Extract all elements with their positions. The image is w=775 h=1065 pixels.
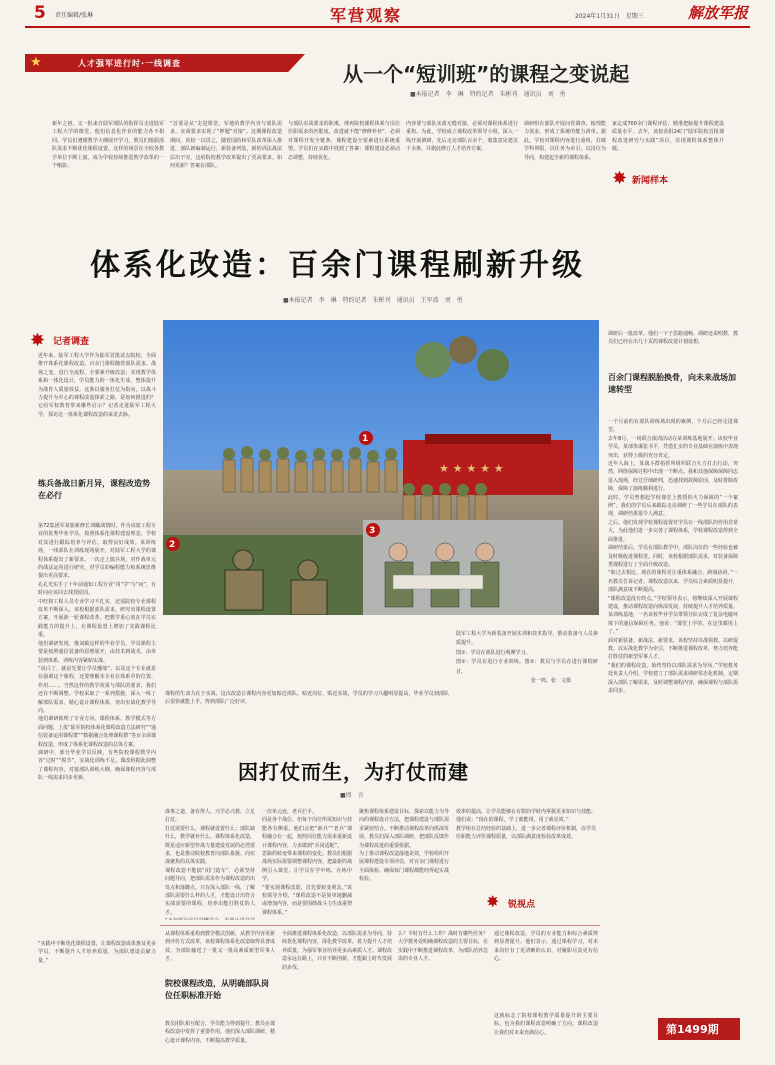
page-number: 5	[34, 3, 46, 23]
bottom-b6: “实践中不断优化课程设置，让课程改造成果惠及更多学员，不断提升人才培养质量，为部队建设贡献力量。”	[38, 941, 156, 964]
svg-text:1: 1	[362, 434, 369, 444]
article1-col7: 家定成700余门课程评估，精准把脉提升课程建设质量水平。去年，该校获批24门“陆军院校首批课程改进研究与实践”项目，实现课程体系整体升级。	[612, 121, 724, 153]
masthead-logo: 解放军报	[688, 4, 749, 22]
svg-text:★ ★ ★ ★ ★: ★ ★ ★ ★ ★	[439, 462, 504, 475]
main-photo	[163, 320, 599, 615]
jizhe-intro: 近年来，陆军工程大学作为陆军首批试点院校，全面推开体系化课程改造。百余门课程随着部队需求、战场之变，进行全流程、全要素升级改造；实现教学体系和一体化设计，学员能力的一体化生成，整体提升为战育人质量效益。这条以服务打仗为指向、以战斗力提升为中心的课程改造探索之路，是如何推进的？它给军校教育带来哪些启示？记者走进陆军工程大学，探访这一体系化课程改造的来龙去脉。	[38, 353, 156, 418]
jizhe-body4: 课程的生命力在于实战。这次改造让课程内容更加贴近部队、贴近岗位、贴近实战，学员的学习兴趣明显提高，毕业学员到部队后很快就能上手，得到部队广泛好评。	[165, 691, 449, 706]
article1-byline: ■本报记者 李 琳 特约记者 朱彬刊 通讯员 刘 勇	[410, 91, 566, 98]
right-col-top: 调研后一批改革，他们一下子思路通畅。调研还说明数，教员们已经在出几十页的课程改造计划设想。	[608, 331, 738, 346]
bottom-b1-sub: 院校课程改造，从明确部队岗位任职标准开始	[165, 979, 269, 1000]
xinwen-label: 新闻样本	[632, 176, 669, 186]
article1-col3: 与部队实战要求的距离，理再院校课程体系与岗位任职需求的匹配度。改进就不能“修修补补”，必须对课程开发全链条，课程建设全要素进行系统重塑。学员们在实践中找到了答案：课程建设必须动态调整，持续优化。	[288, 121, 400, 161]
right-col-sub: 百余门课程脱胎换骨，向未来战场加速转型	[608, 373, 736, 394]
banner-label: 人才强军进行时·一线调查	[78, 59, 182, 68]
photo-caption: 陆军工程大学为新装备开展实训和技术指导，推动装备与人员素质提升。 图①：学员在部队进行观摩学习。 图②：学员在进行专业训练。图③：教员与学员在进行课程研讨。 张一鸣、张 文摄	[456, 631, 598, 685]
jizhe-body3: 聚焦课程体系建设目标，探索以能力为导向的课程设计方法，把课程建设与部队需求紧密结合，不断推动课程改革向纵深发展。教员们深入部队调研，把部队反馈作为课程改进的重要依据。 为了推动课程改造落地见效，学校组织开展课程建设专项评估，对百余门课程进行全面体检，确保每门课程都能经得起实战检验。	[359, 809, 449, 883]
jizhe-sub1: 练兵备战日新月异，课程改造势在必行	[38, 479, 150, 500]
jizhe-body1: 第72集团军某旅新修长训瞰战情时，作为该旅工程专业的优秀毕业学员，按照体系化课程建设理念，学校对其进行跟踪培养与评估，取得良好成效。某训练场，一线部队在训练现场展开，对陆军工程大学的课程体系提出了新要求。一次走上演兵场，对作战单元的战法运用进行研究，对学员的编程能力和系统思维提出更高要求。 孔孔光实手了十年前通知工程专业“用“学”与“问”，有时问应该回去找找原因。 中旺将工程人员专业学习不扎实，还需院校专业课程改革不断深入。该校根据部队需求，研究出课程设置方案，开展新一轮课程改革，把教学重心放在学员实践能力的提升上，在课程设置上增加了实践课程比重。 他们调研发现，像刘敏这样的毕业学员，学员课程主要是按照通信装备的原理展开，由技术到战术，由单装到体系，训练内容紧贴实战。 “说白了，就是先要让学员懂战”。以及这个专业就是在强调这个课程，还要理解本专业在体系中的位置、作用……。当然这样的教学效果与部队的要求，我们还在不断调整。学校采取了一系列措施，深入一线了解部队需求，精心设计课程体系，突出实战化教学导向。 他们调研梳理了专业方向、课程体系、教学模式等方面问题，上报“陆军院校体系化课程改造方法研究”“通信装备运用课程群”“数据融合处理课程群”等百余项课程改造，形成了体系化课程改造的总体方案。 调研中，部分毕业学员反映，有些院校课程教学内容“过时”“脱节”，实战化训练不足。课改组据此调整了课程内容，对接部队训练大纲，确保课程内容与部队一线需求同步更新。	[38, 523, 156, 782]
article2-title: 体系化改造：百余门课程刷新升级	[90, 248, 585, 283]
bottom-b4: 通过课程改造，学员的专业能力和综合素质得到显著提升。他们表示，通过课程学习，对未来岗位有了更清晰的认识，对履职尽责更有信心。	[494, 931, 598, 963]
issue-date: 2024年1月31日 星期三	[575, 13, 644, 20]
bottom-rule	[160, 925, 600, 926]
xinwen-star-icon: ✸	[612, 168, 628, 189]
bottom-b1-body2: 教员团队相互配合，学员能力得到提升。教员在课程改造中发挥了重要作用，他们深入部队调研，精心设计课程内容，不断提高教学质量。	[165, 1021, 275, 1044]
bottom-b1-body: 从课程体系重构到教学模式创新，从教学内容更新到评价方式改革，该校课程体系化改造取得显著成效，为部队输送了一批又一批高素质新型军事人才。	[165, 931, 275, 963]
jizhe-star-icon: ✸	[30, 330, 46, 351]
bottom-b3: 么？平时有什么工作？战时有哪些任务？大学教务处明确课程改造的主要目标，在实践中不断推进课程改革，为部队培养急需的专业人才。	[398, 931, 488, 963]
issue-badge	[658, 1018, 740, 1040]
article2-byline: ■本报记者 李 琳 特约记者 朱彬刊 通讯员 王军波 刘 勇	[283, 297, 463, 304]
jizhe-body5: 效率的提高，让学员能够在有限的学时内掌握更多知识与技能。他们说：“现在的课程，学了就能用，用了就见效。” 教学组在总结经验的基础上，进一步完善课程评价机制，以学员任职能力评价课程质量，以部队满意度检验改革成效。	[456, 809, 596, 841]
page-header	[0, 0, 775, 28]
svg-text:2: 2	[169, 540, 176, 550]
bottom-b5: 这就标志了院校课程教学质量提升的主要目标，也为我们课程改造明确了方向。课程改造让我们对未来充满信心。	[494, 1013, 598, 1036]
article3-col: 战事之道，备在得人。兴学必兴教，立足打仗。 打仗需要什么，课程就设置什么；部队缺什么，教学就补什么。课程体系化改造，既是适应新型作战力量建设发展的必然要求，也是推动院校教育向部队靠拢、向实战聚焦的具体实践。 课程改造不能搞“闭门造车”，必须坚持问题导向，把部队需求作为课程改造的出发点和落脚点。只有深入部队一线，了解部队需要什么样的人才，才能设计出符合实战需要的课程，培养出能打胜仗的人才。	[165, 809, 255, 916]
article1-col1: 新年之初，又一批来自陆军部队的指挥员走进陆军工程大学的课堂。他们信息化作业的能力各不相同。学员们遵循教学大纲展开学习，教员们根据部队需求不断优化课程设置。这样的场景在全校各教学单位不断上演，成为学校持续推进教学改革的一个缩影。	[52, 121, 164, 170]
article3-title: 因打仗而生，为打仗而建	[238, 760, 469, 784]
photo-illustration	[163, 320, 599, 615]
ruiping-label: 锐视点	[508, 900, 536, 910]
article1-title: 从一个“短训班”的课程之变说起	[343, 62, 630, 86]
article1-col5: 调研组在部队开展问卷调查，梳理能力需求，形成了系统的能力清单。据此，学校对课程内容进行重组，打破学科界限，以任务为牵引，以岗位为导向，构建起全新的课程体系。	[524, 121, 606, 161]
jizhe-body2: 一次单元连，老兵拦手。 同是各个战位，但每个岗位所需知识与技能各有侧重。他们会把“新兵”“老兵”课程融合在一起，按照岗位能力需求重新设计课程内容，力求做到“兵岗适配”。 思路的转变带来课程的变化。教员们根据战场实际需要调整课程内容，把最新的战例引入课堂，让学员在学中练、在练中学。 “要实现课程改造，首先要转变观念。”该校领导介绍，“课程改造不是简单地删减或增加内容，而是要围绕战斗力生成重塑课程体系。”	[262, 809, 352, 916]
banner-star-icon: ★	[30, 55, 42, 70]
issue-number: 第1499期	[666, 1023, 719, 1036]
ruiping-star-icon: ✸	[486, 892, 500, 911]
section-title: 军营观察	[330, 6, 403, 25]
right-col-body: 一个月前的在部队训练场出现的案例，个月后已经走进课堂。 去年8月，一场联合演训活动在某训练基地展开。该校毕业学员，某部参谋张书平，凭借扎实的专业基础在演练中表现突出，获得上级的充分肯定。 近年入海上，某战斗群指挥所组织联合火力打击行动，突然，网络保障过程中出现一个断点。我和其他保障保障同志进入现场，经过仔细研判，迅速找到故障原因，及时排除故障，保障了演练顺利进行。 此时，学员曾想起学校课堂上教授的火力保障的“一个案例”，我们的学员后来跟踪走访调研了一些学员在部队的表现，调研结果很令人满意。 之后，他们发现学校课程设置对学员在一线部队的作用非常大，为此他们进一步完善了课程体系，学校课程改造得到全面推进。 调研结果后，学员在部队教学中，部队岗位的一些经验也被及时吸收进课程里。同时，该校根据部队需求，对装备保障类课程进行了全面升级改造。 “和过去相比，现在的课程更注重体系融合、跨域协同。”一名教员告诉记者。课程改造以来，学员综合素质明显提升，部队满意度不断提高。 “课程改造没有终点。”学校领导表示，将继续深入开展课程建设，推动课程改造向纵深发展，持续提升人才培养质量。 某训练基地，一名该校毕业学员带领分队完成了复杂电磁环境下的通信保障任务。他说：“课堂上学的，在这里都用上了。” 面对新装备、新战法、新要求，该校坚持以战领教、以研促教，以实战化教学为牵引，不断推进课程改革，努力培养能打胜仗的新型军事人才。 “我们的课程改造，始终坚持以部队需求为导向。”学校教务处负责人介绍，学校建立了部队需求调研常态化机制，定期深入部队了解需求，及时调整课程内容，确保课程与部队需求同步。	[608, 419, 738, 694]
bottom-b2: 全面推进课程体系化改造，以部队需求为导向，持续优化课程内容，深化教学改革，着力提升人才培养质量，为强军事业培养更多高素质人才。课程改造永远在路上，只有不断创新，才能跟上时代发展的步伐。	[282, 931, 392, 971]
svg-text:3: 3	[369, 526, 376, 536]
jizhe-label: 记者调查	[53, 337, 90, 347]
header-rule	[25, 26, 750, 28]
editor-credit: 责任编辑/张琳	[55, 12, 94, 19]
article3-byline: ■周 言	[340, 792, 364, 799]
article1-col2: “首要是从“走进课堂、军地的教学内容与部队需求、实战要求实现了“押题”对接”。这期课程改造期间，该校一以贯之，随着国防和军队改革深入推进，部队新编制运行，新装备列装，新的训法战法层出不穷，这给院校教学改革提出了更高要求。如何更新？答案在部队。	[170, 121, 282, 170]
article1-col4: 内容要与部队实战无缝对接，必须对课程体系进行重构。为此，学校成立课程改革领导小组，深入一线开展调研，先后走访部队百余个，收集意见建议千余条，并据此修订人才培养方案。	[406, 121, 518, 153]
